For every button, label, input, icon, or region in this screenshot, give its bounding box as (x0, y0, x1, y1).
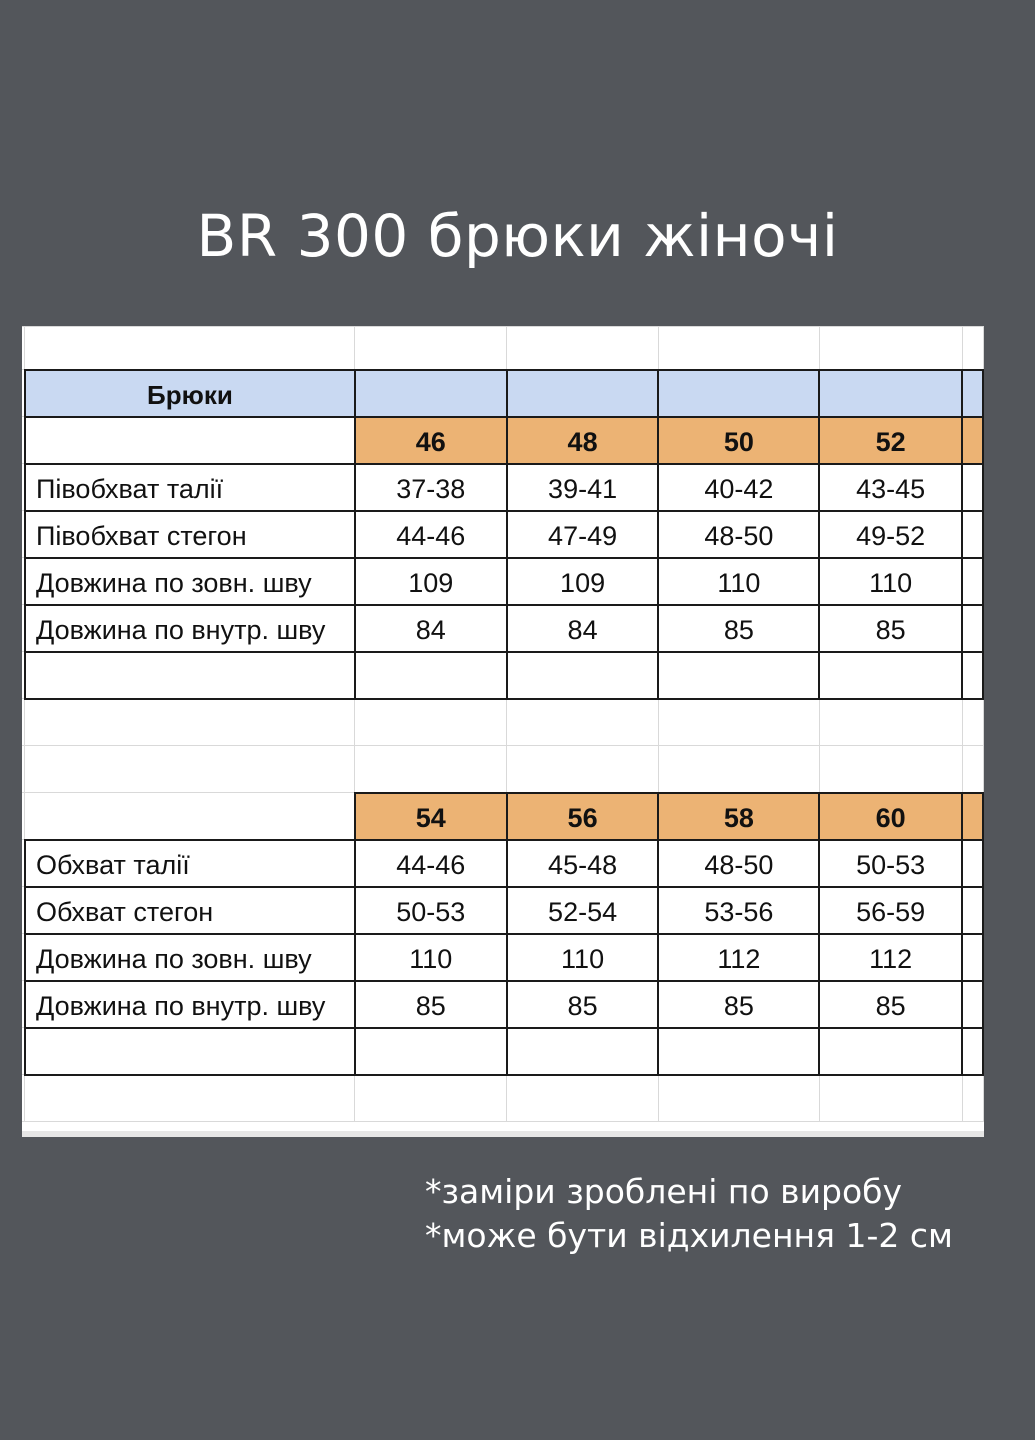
value-cell: 85 (819, 605, 962, 652)
value-cell: 44-46 (355, 511, 507, 558)
table-row (22, 887, 983, 934)
size-cell: 58 (658, 793, 819, 840)
value-cell: 50-53 (819, 840, 962, 887)
value-cell: 56-59 (819, 887, 962, 934)
value-cell: 110 (355, 934, 507, 981)
row-label: Довжина по внутр. шву (25, 605, 355, 652)
row-label: Обхват стегон (25, 887, 355, 934)
table-header-row (22, 370, 983, 417)
table-row (22, 934, 983, 981)
value-cell: 112 (819, 934, 962, 981)
value-cell: 48-50 (658, 840, 819, 887)
value-cell: 49-52 (819, 511, 962, 558)
value-cell: 85 (658, 605, 819, 652)
size-cell: 50 (658, 417, 819, 464)
note-line: *може бути відхилення 1-2 см (425, 1216, 953, 1255)
size-chart-sheet (22, 326, 984, 1137)
value-cell: 85 (507, 981, 659, 1028)
size-cell: 48 (507, 417, 659, 464)
empty-row (22, 1028, 983, 1075)
empty-row (22, 652, 983, 699)
blank-row (22, 746, 983, 793)
size-cell: 60 (819, 793, 962, 840)
blank-row (22, 1075, 983, 1122)
size-cell: 56 (507, 793, 659, 840)
size-cell: 52 (819, 417, 962, 464)
row-label: Півобхват стегон (25, 511, 355, 558)
value-cell: 110 (507, 934, 659, 981)
sheet-bottom-edge (22, 1131, 984, 1137)
row-label: Півобхват талії (25, 464, 355, 511)
size-cell: 46 (355, 417, 507, 464)
size-row (22, 417, 983, 464)
value-cell: 44-46 (355, 840, 507, 887)
table-row (22, 840, 983, 887)
value-cell: 85 (355, 981, 507, 1028)
table-row (22, 464, 983, 511)
table-row (22, 981, 983, 1028)
notes (425, 1170, 953, 1258)
blank-row (22, 699, 983, 746)
table-row (22, 511, 983, 558)
table-row (22, 558, 983, 605)
value-cell: 112 (658, 934, 819, 981)
note-line: *заміри зроблені по виробу (425, 1172, 903, 1211)
value-cell: 40-42 (658, 464, 819, 511)
value-cell: 37-38 (355, 464, 507, 511)
value-cell: 109 (355, 558, 507, 605)
value-cell: 53-56 (658, 887, 819, 934)
value-cell: 48-50 (658, 511, 819, 558)
value-cell: 85 (658, 981, 819, 1028)
header-label: Брюки (25, 370, 355, 417)
blank-row (22, 327, 983, 370)
value-cell: 110 (658, 558, 819, 605)
value-cell: 109 (507, 558, 659, 605)
row-label: Довжина по зовн. шву (25, 934, 355, 981)
value-cell: 110 (819, 558, 962, 605)
value-cell: 47-49 (507, 511, 659, 558)
value-cell: 50-53 (355, 887, 507, 934)
value-cell: 85 (819, 981, 962, 1028)
row-label: Обхват талії (25, 840, 355, 887)
value-cell: 52-54 (507, 887, 659, 934)
row-label: Довжина по зовн. шву (25, 558, 355, 605)
value-cell: 39-41 (507, 464, 659, 511)
size-cell: 54 (355, 793, 507, 840)
value-cell: 43-45 (819, 464, 962, 511)
value-cell: 84 (507, 605, 659, 652)
page-title: BR 300 брюки жіночі (196, 202, 839, 270)
value-cell: 45-48 (507, 840, 659, 887)
table-row (22, 605, 983, 652)
row-label: Довжина по внутр. шву (25, 981, 355, 1028)
size-row (22, 793, 983, 840)
value-cell: 84 (355, 605, 507, 652)
size-chart-table (22, 326, 984, 1122)
